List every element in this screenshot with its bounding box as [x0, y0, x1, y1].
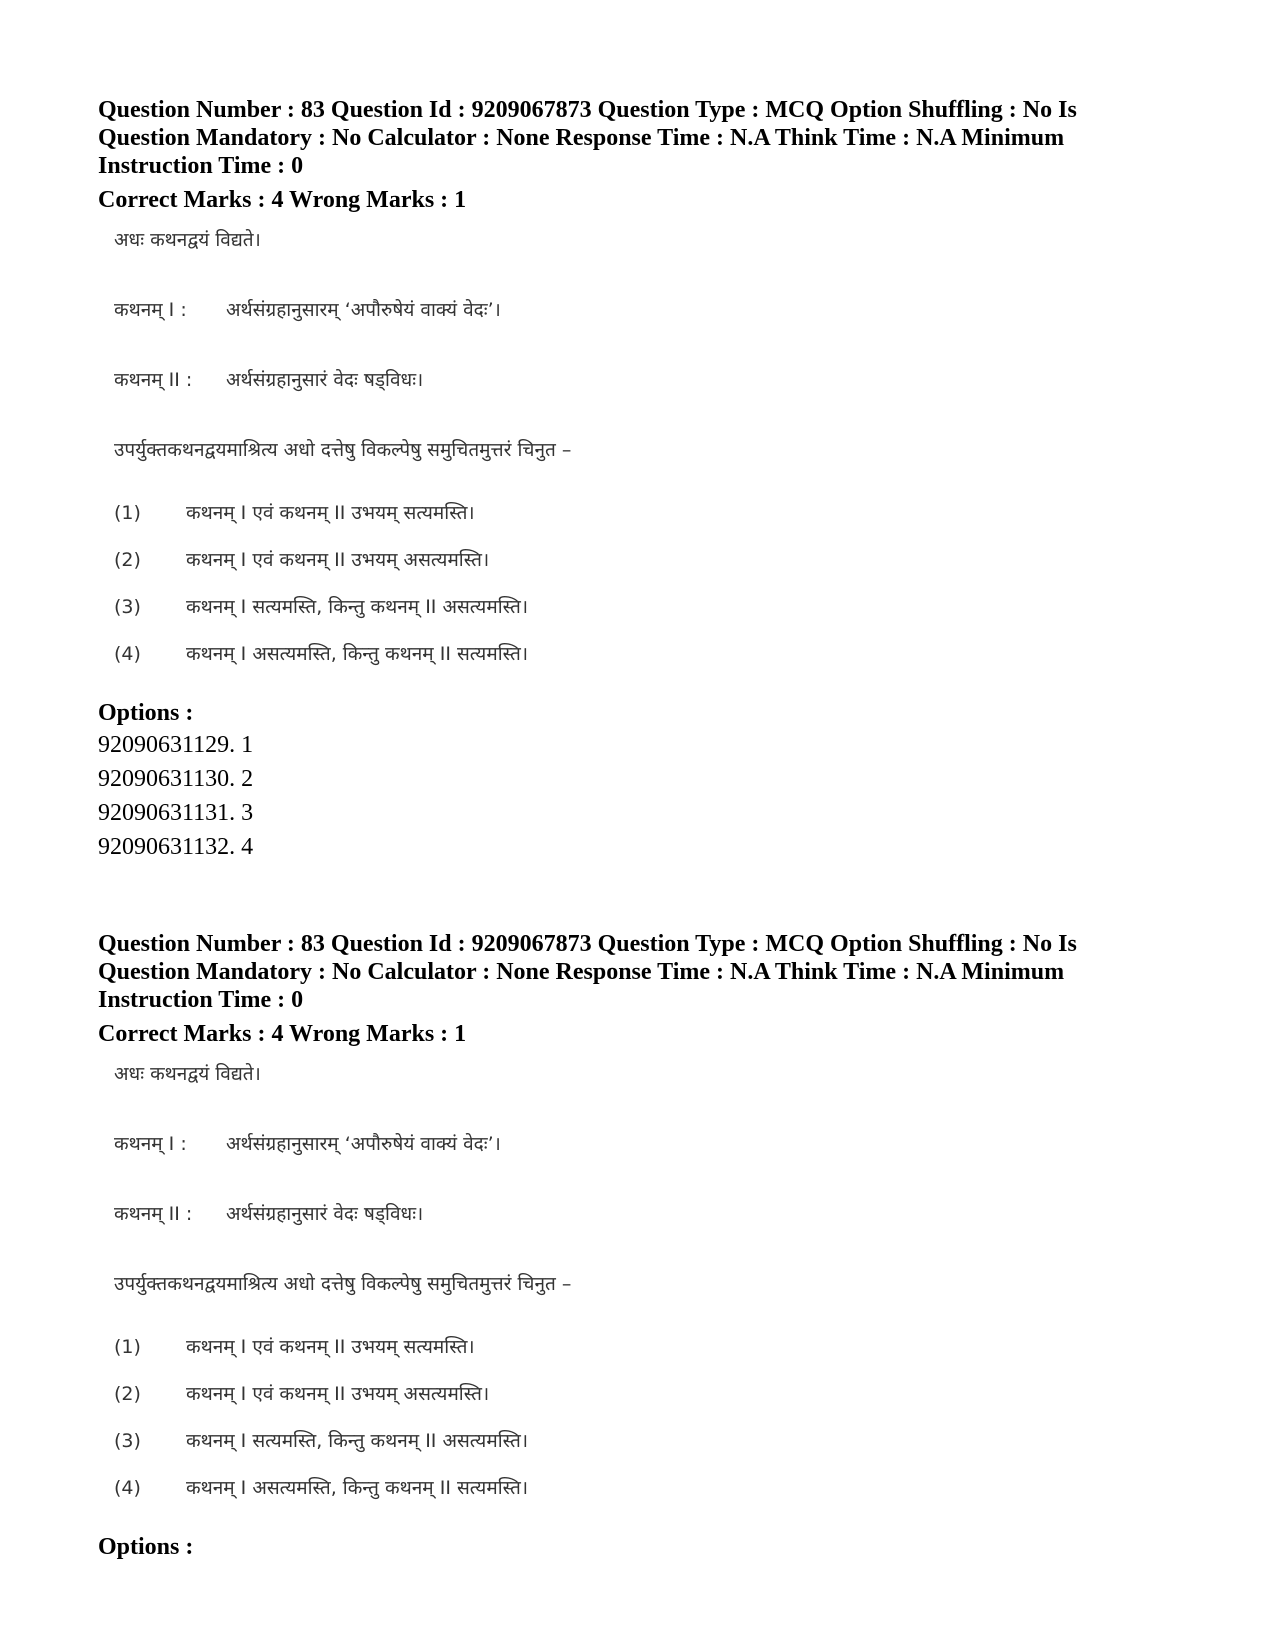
- question-instruction: उपर्युक्तकथनद्वयमाश्रित्य अधो दत्तेषु विकल्पेषु समुचितमुत्तरं चिनुत –: [114, 1273, 572, 1295]
- statement-2: [114, 362, 1178, 398]
- choice-item: [114, 631, 1178, 678]
- choice-item: [114, 1465, 1178, 1512]
- statement-1: [114, 292, 1178, 328]
- options-heading: Options :: [98, 700, 194, 726]
- meta-line: Question Mandatory : No Calculator : None Response Time : N.A Think Time : N.A Minimum: [98, 125, 1065, 151]
- answer-option: 92090631131. 3: [98, 800, 254, 826]
- statement-1: [114, 1126, 1178, 1162]
- statement-text: अर्थसंग्रहानुसारम् ‘अपौरुषेयं वाक्यं वेदः’।: [226, 299, 501, 321]
- options-heading: Options :: [98, 1534, 194, 1560]
- statement-text: अर्थसंग्रहानुसारं वेदः षड्विधः।: [226, 369, 424, 391]
- choice-number: (1): [114, 1336, 141, 1358]
- question-block: [98, 96, 1178, 864]
- choice-item: [114, 1418, 1178, 1465]
- choice-number: (3): [114, 1430, 141, 1452]
- choice-text: कथनम् I एवं कथनम् II उभयम् सत्यमस्ति।: [186, 502, 475, 524]
- statement-label: कथनम् I :: [114, 299, 187, 321]
- question-text: [114, 1056, 1178, 1512]
- choice-item: [114, 584, 1178, 631]
- choice-number: (2): [114, 1383, 141, 1405]
- choice-number: (3): [114, 596, 141, 618]
- choice-text: कथनम् I एवं कथनम् II उभयम् सत्यमस्ति।: [186, 1336, 475, 1358]
- statement-2: [114, 1196, 1178, 1232]
- answer-option: 92090631129. 1: [98, 732, 254, 758]
- question-text: [114, 222, 1178, 678]
- choice-text: कथनम् I एवं कथनम् II उभयम् असत्यमस्ति।: [186, 1383, 490, 1405]
- statement-text: अर्थसंग्रहानुसारम् ‘अपौरुषेयं वाक्यं वेदः’।: [226, 1133, 501, 1155]
- answer-option: 92090631132. 4: [98, 834, 254, 860]
- choice-item: [114, 490, 1178, 537]
- meta-line: Question Mandatory : No Calculator : None Response Time : N.A Think Time : N.A Minimum: [98, 959, 1065, 985]
- statement-label: कथनम् I :: [114, 1133, 187, 1155]
- marks-line: Correct Marks : 4 Wrong Marks : 1: [98, 187, 467, 213]
- choice-number: (1): [114, 502, 141, 524]
- question-block: [98, 930, 1178, 1562]
- statement-label: कथनम् II :: [114, 369, 193, 391]
- choice-number: (4): [114, 1477, 141, 1499]
- choice-item: [114, 537, 1178, 584]
- choice-number: (2): [114, 549, 141, 571]
- answer-options-list: [98, 728, 1178, 864]
- choice-text: कथनम् I एवं कथनम् II उभयम् असत्यमस्ति।: [186, 549, 490, 571]
- meta-line: Question Number : 83 Question Id : 9209067873 Question Type : MCQ Option Shuffling : No Is: [98, 97, 1077, 123]
- choice-item: [114, 1371, 1178, 1418]
- choice-text: कथनम् I सत्यमस्ति, किन्तु कथनम् II असत्यमस्ति।: [186, 1430, 529, 1452]
- question-meta: [98, 96, 1178, 180]
- choice-text: कथनम् I असत्यमस्ति, किन्तु कथनम् II सत्यमस्ति।: [186, 643, 529, 665]
- marks-line: Correct Marks : 4 Wrong Marks : 1: [98, 1021, 467, 1047]
- question-meta: [98, 930, 1178, 1014]
- choice-text: कथनम् I असत्यमस्ति, किन्तु कथनम् II सत्यमस्ति।: [186, 1477, 529, 1499]
- question-instruction: उपर्युक्तकथनद्वयमाश्रित्य अधो दत्तेषु विकल्पेषु समुचितमुत्तरं चिनुत –: [114, 439, 572, 461]
- statement-text: अर्थसंग्रहानुसारं वेदः षड्विधः।: [226, 1203, 424, 1225]
- meta-line: Instruction Time : 0: [98, 153, 304, 179]
- choice-list: [114, 490, 1178, 678]
- choice-list: [114, 1324, 1178, 1512]
- question-intro: अधः कथनद्वयं विद्यते।: [114, 1063, 261, 1085]
- choice-number: (4): [114, 643, 141, 665]
- statement-label: कथनम् II :: [114, 1203, 193, 1225]
- answer-option: 92090631130. 2: [98, 766, 254, 792]
- meta-line: Instruction Time : 0: [98, 987, 304, 1013]
- choice-item: [114, 1324, 1178, 1371]
- question-intro: अधः कथनद्वयं विद्यते।: [114, 229, 261, 251]
- meta-line: Question Number : 83 Question Id : 9209067873 Question Type : MCQ Option Shuffling : No Is: [98, 931, 1077, 957]
- choice-text: कथनम् I सत्यमस्ति, किन्तु कथनम् II असत्यमस्ति।: [186, 596, 529, 618]
